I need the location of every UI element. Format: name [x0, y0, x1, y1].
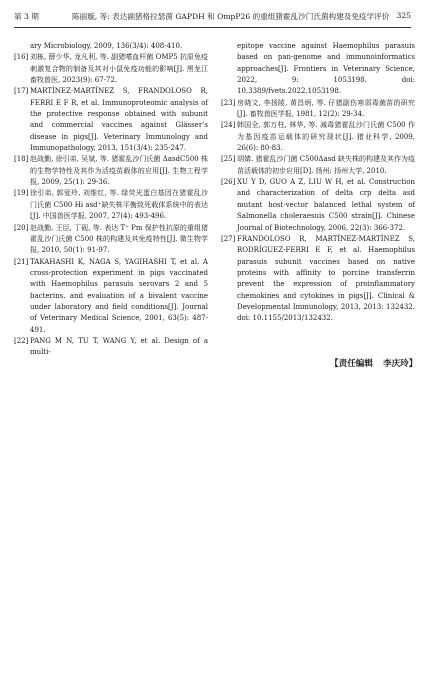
- reference-21: [14, 257, 208, 336]
- reference-20: [14, 223, 208, 257]
- reference-text: 赵战勤, 徐引弟, 吴斌, 等. 猪霍乱沙门氏菌 ΔasdC500 株的生物学特性及其作为活疫苗载体的应用[J]. 生物工程学报, 2009, 25(1): 29-36.: [30, 155, 208, 187]
- responsible-editor: [330, 357, 417, 369]
- reference-text: FRANDOLOSO R, MARTÍNEZ-MARTÍNEZ S, RODRÍGUEZ-FERRI E F, et al. Haemophilus parasuis subunit vaccines based on native proteins with affinity to porcine transferrin prevent the expression of proinflammatory chemokines and cytokines in pigs[J]. Clinical & Developmental Immunology, 2013, 2013: 132432. doi: 10.1155/2013/132432.: [237, 234, 415, 323]
- reference-18: [14, 154, 208, 188]
- reference-26: [221, 177, 415, 234]
- reference-text: XU Y D, GUO A Z, LIU W H, et al. Construction and characterization of delta crp delta asd mutant host-vector balanced lethal system of Salmonella choleraesuis C500 strain[J]. Chinese Journal of Biotechnology, 2006, 22(3): 366-372.: [237, 178, 415, 232]
- reference-number: [21]: [14, 257, 29, 266]
- reference-number: [19]: [14, 189, 29, 198]
- reference-19: [14, 188, 208, 222]
- reference-text: 刘栋, 薛少华, 龙凡利, 等. 副猪嗜血杆菌 OMP5 抗原免疫刺激复合物的制备及其对小鼠免疫功能的影响[J]. 黑龙江畜牧兽医, 2023(9): 67-72.: [30, 53, 208, 85]
- reference-text: PANG M N, TU T, WANG Y, et al. Design of a multi-: [30, 336, 208, 357]
- reference-number: [24]: [221, 121, 236, 130]
- editor-name: 李庆玲】: [382, 359, 418, 369]
- reference-24: [221, 120, 415, 154]
- reference-22: [14, 336, 208, 359]
- reference-number: [20]: [14, 223, 29, 232]
- left-column-references: [14, 41, 208, 359]
- issue-number: 第 3 期: [14, 12, 39, 21]
- reference-25: [221, 154, 415, 177]
- reference-16: [14, 52, 208, 86]
- running-title: 陈丽璇, 等: 表达副猪格拉瑟菌 GAPDH 和 OmpP26 的重组猪霍乱沙门氏菌构建及免疫学评价: [72, 12, 390, 21]
- reference-23: [221, 98, 415, 121]
- reference-number: [18]: [14, 155, 29, 164]
- reference-continuation: ary Microbiology, 2009, 136(3/4): 408-410.: [30, 42, 183, 50]
- reference-text: 胡婧. 猪霍乱沙门菌 C500Δasd 缺失株的构建及其作为疫苗活载体的初步应用[D]. 扬州: 扬州大学, 2010.: [237, 155, 415, 175]
- reference-text: TAKAHASHI K, NAGA S, YAGIHASHI T, et al. A cross-protection experiment in pigs vaccinated with Haemophilus parasuis serovars 2 and 5 bacterins, and evaluation of a bivalent vaccine under laboratory and field conditions[J]. Journal of Veterinary Medical Science, 2001, 63(5): 487-491.: [30, 257, 208, 334]
- running-header: [14, 7, 411, 28]
- right-column-references: [221, 41, 415, 325]
- reference-text: MARTÍNEZ-MARTÍNEZ S, FRANDOLOSO R, FERRI E F R, et al. Immunoproteomic analysis of the protective response obtained with subunit and commercial vaccines against Glässer’s disease in pigs[J]. Veterinary Immunology and Immunopathology, 2013, 151(3/4): 235-247.: [30, 87, 208, 153]
- reference-27: [221, 234, 415, 325]
- reference-number: [25]: [221, 155, 236, 164]
- page-number: 325: [396, 11, 411, 20]
- editor-label: 【责任编辑: [330, 359, 373, 369]
- reference-number: [17]: [14, 87, 29, 96]
- reference-number: [23]: [221, 98, 236, 107]
- reference-continuation: epitope vaccine against Haemophilus parasuis based on pan-genome and immunoinformatics approaches[J]. Frontiers in Veterinary Science, 2022, 9: 1053198. doi: 10.3389/fvets.2022.1053198.: [237, 42, 415, 96]
- reference-text: 韩国全, 郭万柱, 林华, 等. 减毒猪霍乱沙门氏菌 C500 作为基因疫苗运载体的研究现状[J]. 猪业科学, 2009, 26(6): 80-83.: [237, 121, 415, 153]
- reference-text: 徐引弟, 郭爱玲, 刘维红, 等. 绿荧光蛋白基因在猪霍乱沙门氏菌 C500 Hi asd⁺缺失株平衡致死载体系统中的表达[J]. 中国兽医学报, 2007, 27(4): 493-496.: [30, 189, 208, 221]
- reference-number: [16]: [14, 53, 29, 62]
- reference-number: [22]: [14, 336, 29, 345]
- reference-text: 赵战勤, 王臣, 丁砚, 等. 表达 T⁺ Pm 保护性抗原的重组猪霍乱沙门氏菌 C500 株的构建及其免疫特性[J]. 微生物学报, 2010, 50(1): 91-97.: [30, 223, 208, 255]
- reference-number: [27]: [221, 234, 236, 243]
- reference-number: [26]: [221, 178, 236, 187]
- reference-text: 房晓文, 李扬陵, 黄昌炳, 等. 仔猪副伤寒弱毒菌苗的研究[J]. 畜牧兽医学报, 1981, 12(2): 29-34.: [237, 98, 415, 119]
- reference-17: [14, 86, 208, 154]
